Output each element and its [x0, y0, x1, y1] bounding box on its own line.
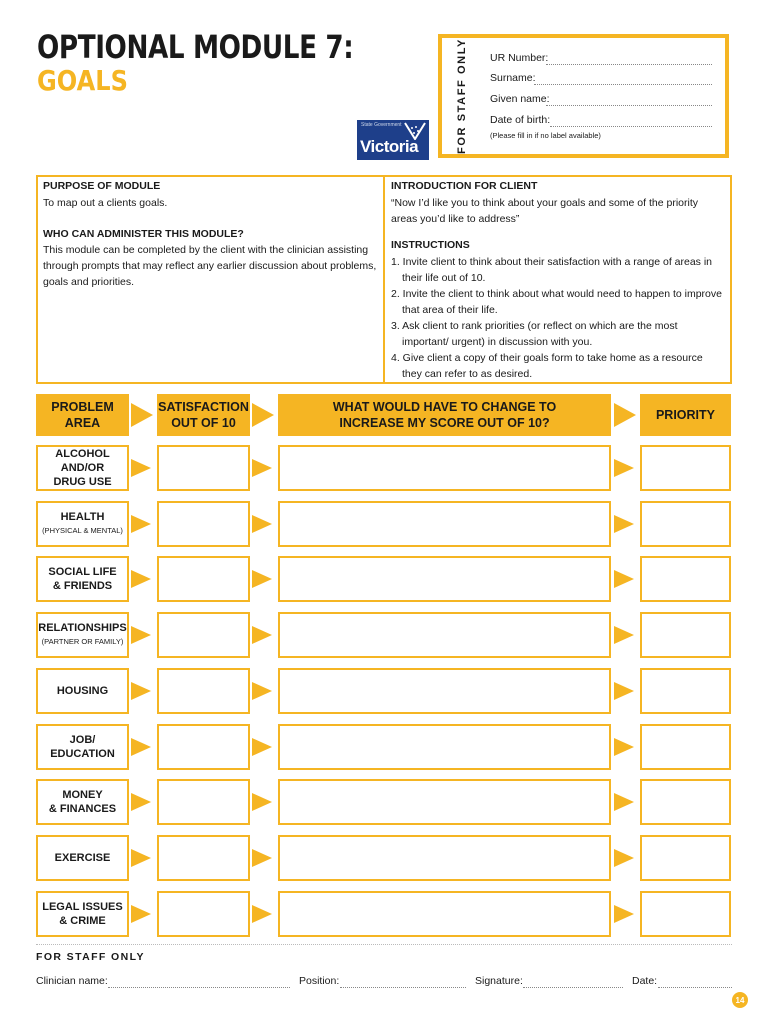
- satisfaction-score-cell[interactable]: [157, 724, 250, 770]
- signature-label: Signature:: [475, 975, 523, 987]
- arrow-right-icon: [131, 738, 151, 756]
- position-field[interactable]: [340, 987, 466, 988]
- arrow-right-icon: [252, 626, 272, 644]
- arrow-right-icon: [252, 905, 272, 923]
- given-name-label: Given name:: [490, 93, 550, 105]
- problem-area-label: [36, 724, 129, 770]
- problem-area-text: & CRIME: [59, 915, 106, 927]
- problem-area-subtext: (PHYSICAL & MENTAL): [42, 526, 123, 535]
- problem-area-text: SOCIAL LIFE: [48, 566, 117, 578]
- clinician-name-field[interactable]: [108, 987, 290, 988]
- arrow-right-icon: [131, 626, 151, 644]
- arrow-right-icon: [131, 403, 153, 427]
- satisfaction-score-cell[interactable]: [157, 891, 250, 937]
- arrow-right-icon: [614, 515, 634, 533]
- change-needed-cell[interactable]: [278, 668, 611, 714]
- arrow-right-icon: [614, 459, 634, 477]
- problem-area-text: ALCOHOL AND/OR: [55, 448, 110, 474]
- position-label: Position:: [299, 975, 340, 987]
- satisfaction-score-cell[interactable]: [157, 501, 250, 547]
- ur-number-label: UR Number:: [490, 52, 549, 64]
- change-needed-cell[interactable]: [278, 891, 611, 937]
- signature-field[interactable]: [523, 987, 623, 988]
- change-needed-cell[interactable]: [278, 724, 611, 770]
- problem-area-text: DRUG USE: [53, 476, 112, 488]
- instructions-list: [391, 254, 725, 382]
- arrow-right-icon: [131, 459, 151, 477]
- change-needed-cell[interactable]: [278, 612, 611, 658]
- satisfaction-score-cell[interactable]: [157, 668, 250, 714]
- problem-area-label: [36, 501, 129, 547]
- arrow-right-icon: [252, 793, 272, 811]
- problem-area-label: [36, 891, 129, 937]
- problem-area-text: & FINANCES: [48, 803, 117, 815]
- who-heading: WHO CAN ADMINISTER THIS MODULE?: [43, 228, 244, 240]
- module-title: OPTIONAL MODULE 7:: [37, 28, 354, 66]
- ur-number-field[interactable]: [546, 64, 712, 65]
- header-satisfaction: SATISFACTION OUT OF 10: [157, 394, 250, 436]
- problem-area-label: [36, 556, 129, 602]
- change-needed-cell[interactable]: [278, 445, 611, 491]
- problem-area-label: [36, 668, 129, 714]
- header-priority: PRIORITY: [640, 394, 731, 436]
- arrow-right-icon: [131, 905, 151, 923]
- info-panel-divider: [383, 175, 385, 384]
- instructions-heading: INSTRUCTIONS: [391, 239, 470, 251]
- arrow-right-icon: [252, 570, 272, 588]
- change-needed-cell[interactable]: [278, 779, 611, 825]
- satisfaction-score-cell[interactable]: [157, 612, 250, 658]
- priority-cell[interactable]: [640, 668, 731, 714]
- instruction-item: 4. Give client a copy of their goals form to take home as a resource they can refer to as desired.: [391, 352, 703, 380]
- satisfaction-score-cell[interactable]: [157, 835, 250, 881]
- problem-area-label: [36, 612, 129, 658]
- problem-area-text: LEGAL ISSUES: [42, 901, 123, 913]
- priority-cell[interactable]: [640, 501, 731, 547]
- date-of-birth-field[interactable]: [550, 126, 712, 127]
- surname-field[interactable]: [534, 84, 712, 85]
- staff-box-note: (Please fill in if no label available): [490, 131, 601, 140]
- satisfaction-score-cell[interactable]: [157, 445, 250, 491]
- problem-area-text: HOUSING: [56, 685, 109, 697]
- footer-staff-title: FOR STAFF ONLY: [36, 951, 145, 963]
- problem-area-text: & FRIENDS: [52, 580, 113, 592]
- victoria-logo: State Government Victoria: [357, 120, 429, 160]
- given-name-field[interactable]: [546, 105, 712, 106]
- problem-area-text: EXERCISE: [54, 852, 111, 864]
- date-label: Date:: [632, 975, 658, 987]
- arrow-right-icon: [131, 682, 151, 700]
- problem-area-text: MONEY: [62, 789, 103, 801]
- footer-divider: [36, 944, 732, 945]
- arrow-right-icon: [614, 682, 634, 700]
- arrow-right-icon: [252, 459, 272, 477]
- problem-area-label: [36, 445, 129, 491]
- staff-only-vertical-label: FOR STAFF ONLY: [456, 38, 468, 154]
- priority-cell[interactable]: [640, 891, 731, 937]
- arrow-right-icon: [614, 570, 634, 588]
- priority-cell[interactable]: [640, 556, 731, 602]
- problem-area-label: [36, 779, 129, 825]
- change-needed-cell[interactable]: [278, 556, 611, 602]
- instruction-item: 1. Invite client to think about their satisfaction with a range of areas in their life out of 10.: [391, 256, 713, 284]
- surname-label: Surname:: [490, 72, 536, 84]
- clinician-name-label: Clinician name:: [36, 975, 108, 987]
- problem-area-subtext: (PARTNER OR FAMILY): [41, 637, 124, 646]
- arrow-right-icon: [252, 682, 272, 700]
- arrow-right-icon: [614, 738, 634, 756]
- header-what-would-change: WHAT WOULD HAVE TO CHANGE TO INCREASE MY SCORE OUT OF 10?: [278, 394, 611, 436]
- priority-cell[interactable]: [640, 724, 731, 770]
- date-field[interactable]: [658, 987, 732, 988]
- arrow-right-icon: [614, 793, 634, 811]
- arrow-right-icon: [131, 515, 151, 533]
- arrow-right-icon: [614, 626, 634, 644]
- problem-area-text: RELATIONSHIPS: [38, 622, 127, 634]
- instruction-item: 3. Ask client to rank priorities (or reflect on which are the most important/ urgent) in discussion with you.: [391, 320, 678, 348]
- priority-cell[interactable]: [640, 835, 731, 881]
- problem-area-text: EDUCATION: [50, 748, 115, 760]
- satisfaction-score-cell[interactable]: [157, 556, 250, 602]
- arrow-right-icon: [252, 403, 274, 427]
- priority-cell[interactable]: [640, 612, 731, 658]
- change-needed-cell[interactable]: [278, 501, 611, 547]
- module-subtitle: GOALS: [37, 64, 128, 97]
- arrow-right-icon: [252, 515, 272, 533]
- who-text: This module can be completed by the client with the clinician assisting through prompts that may reflect any earlier discussion about problems, goals and priorities.: [43, 244, 377, 288]
- problem-area-text: JOB/: [69, 734, 96, 746]
- purpose-heading: PURPOSE OF MODULE: [43, 180, 161, 192]
- arrow-right-icon: [614, 849, 634, 867]
- instruction-item: 2. Invite the client to think about what would need to happen to improve that area of their life.: [391, 288, 722, 316]
- purpose-text: To map out a clients goals.: [43, 197, 168, 209]
- header-problem-area: PROBLEM AREA: [36, 394, 129, 436]
- intro-text: “Now I’d like you to think about your goals and some of the priority areas you’d like to address”: [391, 197, 698, 225]
- arrow-right-icon: [131, 793, 151, 811]
- satisfaction-score-cell[interactable]: [157, 779, 250, 825]
- page-number-badge: 14: [732, 992, 748, 1008]
- arrow-right-icon: [252, 849, 272, 867]
- arrow-right-icon: [614, 403, 636, 427]
- arrow-right-icon: [252, 738, 272, 756]
- change-needed-cell[interactable]: [278, 835, 611, 881]
- problem-area-text: HEALTH: [60, 511, 105, 523]
- intro-heading: INTRODUCTION FOR CLIENT: [391, 180, 538, 192]
- problem-area-label: [36, 835, 129, 881]
- date-of-birth-label: Date of birth:: [490, 114, 551, 126]
- arrow-right-icon: [131, 849, 151, 867]
- priority-cell[interactable]: [640, 779, 731, 825]
- arrow-right-icon: [131, 570, 151, 588]
- arrow-right-icon: [614, 905, 634, 923]
- priority-cell[interactable]: [640, 445, 731, 491]
